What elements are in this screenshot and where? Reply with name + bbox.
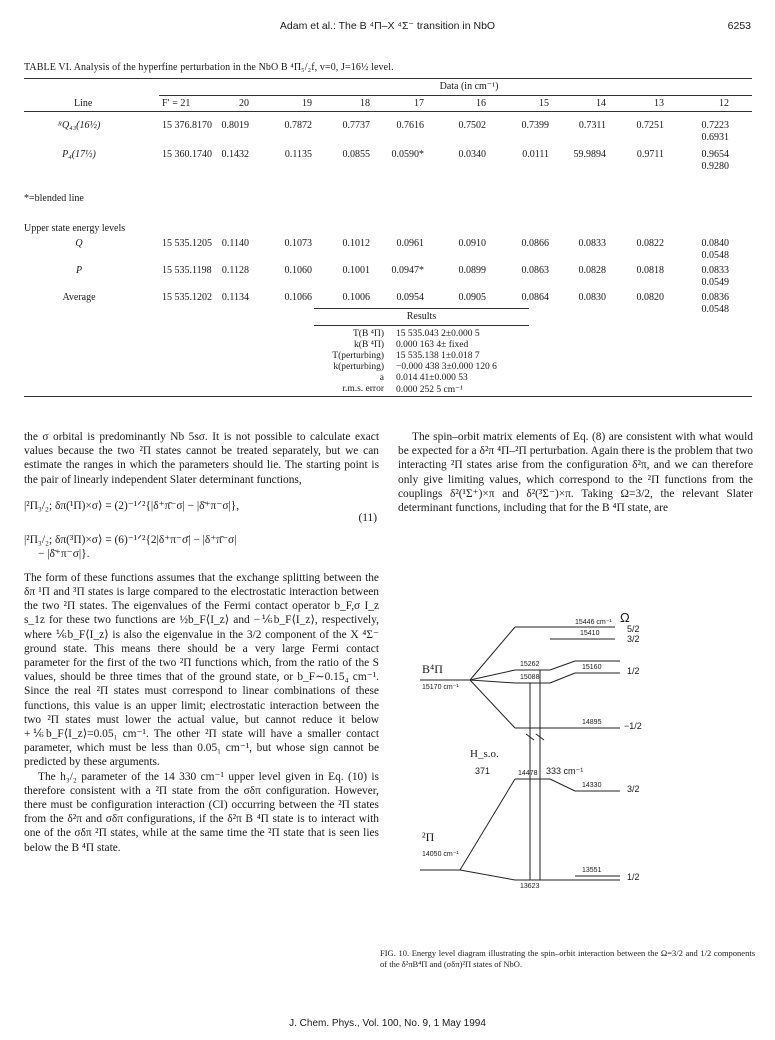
table-cell: 0.1140	[221, 238, 249, 249]
result-name: a	[379, 373, 384, 383]
table-cell: 0.0548	[701, 304, 729, 315]
table-cell: 0.0954	[396, 292, 424, 303]
fan-line	[460, 779, 515, 870]
table-cell: 15 376.8170	[162, 120, 212, 131]
upper-state-header: Upper state energy levels	[24, 223, 126, 234]
level-15410-label: 15410	[580, 630, 600, 637]
left-paragraph-1: the σ orbital is predominantly Nb 5sσ. It is not possible to calculate exact values because the two ²Π states cannot be treated separately, but we can estimate the ranges in which the parameters should lie. The starting point is the pair of linearly independent Slater determinant functions,	[24, 431, 379, 486]
table-header-f-value: 18	[360, 98, 370, 109]
table-header-line: Line	[74, 98, 93, 109]
level-14330-label: 14330	[582, 782, 602, 789]
omega-5-2: 5/2	[627, 624, 640, 634]
right-paragraph-1: The spin–orbit matrix elements of Eq. (8) are consistent with what would be expected for a δ²π ⁴Π–²Π perturbation. Again there is the problem that two interacting ²Π states arise from the configuration δ²π, and we can therefore only give limiting values, which correspond to the ²Π functions from the couplings δ²(¹Σ⁺)×π and δ²(³Σ⁻)×π. Taking Ω=3/2, the relevant Slater determinant functions, including that for the B ⁴Π state, are	[398, 431, 753, 515]
label-371: 371	[475, 766, 491, 776]
table-cell: 0.0833	[701, 265, 729, 276]
table-header-f-value: 15	[539, 98, 549, 109]
table-cell: 0.0961	[396, 238, 424, 249]
table-cell: 0.1001	[342, 265, 370, 276]
table-cell: 0.0828	[578, 265, 606, 276]
table-caption: TABLE VI. Analysis of the hyperfine perturbation in the NbO B ⁴Π₅/₂f, v=0, J=16½ level.	[24, 62, 394, 73]
result-name: T(B ⁴Π)	[352, 329, 384, 339]
omega-label: Ω	[620, 610, 630, 625]
table-cell: 0.7251	[636, 120, 664, 131]
equation-11b: |²Π₃/₂; δπ(³Π)×σ⟩ = (6)⁻¹ᐟ²{2|δ⁺π⁻σ̄| − |δ⁺π̄⁻σ|	[24, 533, 237, 546]
table-cell: 0.0822	[636, 238, 664, 249]
result-name: T(perturbing)	[332, 351, 384, 361]
table-cell: 15 535.1202	[162, 292, 212, 303]
result-name: k(B ⁴Π)	[354, 340, 384, 350]
table-cell: 0.0830	[578, 292, 606, 303]
table-cell: 0.9280	[701, 161, 729, 172]
table-cell: 0.0899	[458, 265, 486, 276]
fan-line	[550, 661, 575, 670]
fan-line	[460, 870, 515, 880]
omega-1-2-lower: 1/2	[627, 872, 640, 882]
result-value: 0.000 252 5 cm⁻¹	[396, 385, 463, 395]
table-cell: 0.0905	[458, 292, 486, 303]
table-cell: 0.8019	[221, 120, 249, 131]
diagram-lines	[420, 610, 760, 940]
table-cell: 0.0818	[636, 265, 664, 276]
table-cell: 0.6931	[701, 132, 729, 143]
level-15262-label: 15262	[520, 661, 540, 668]
table-header-f-value: 16	[476, 98, 486, 109]
omega-neg-1-2: −1/2	[624, 721, 642, 731]
table-cell: 0.0340	[458, 149, 486, 160]
b4pi-energy: 15170 cm⁻¹	[422, 684, 459, 691]
level-15446-label: 15446 cm⁻¹	[575, 619, 612, 626]
fan-line	[470, 680, 515, 683]
table-row-label: P	[75, 265, 83, 276]
table-cell: 0.0864	[521, 292, 549, 303]
table-cell: 0.0548	[701, 250, 729, 261]
result-name: r.m.s. error	[342, 384, 384, 394]
table-cell: 0.0833	[578, 238, 606, 249]
table-cell: 59.9894	[573, 149, 606, 160]
label-333: 333 cm⁻¹	[546, 766, 584, 776]
result-name: k(perturbing)	[333, 362, 384, 372]
table-header-f-value: 12	[719, 98, 729, 109]
running-title: Adam et al.: The B ⁴Π–X ⁴Σ⁻ transition in NbO	[279, 20, 496, 32]
level-13623-label: 13623	[520, 883, 540, 890]
omega-1-2: 1/2	[627, 666, 640, 676]
level-15160-label: 15160	[582, 664, 602, 671]
table-cell: 0.7311	[578, 120, 606, 131]
table-row-label: ᴿQ₄₃(16½)	[57, 120, 101, 131]
result-value: −0.000 438 3±0.000 120 6	[396, 362, 497, 372]
table-header-f-value: 20	[239, 98, 249, 109]
table-cell: 0.0836	[701, 292, 729, 303]
table-cell: 0.0111	[522, 149, 549, 160]
fan-line	[550, 779, 575, 791]
fan-line	[470, 627, 515, 680]
table-cell: 0.1432	[221, 149, 249, 160]
table-cell: 0.7399	[521, 120, 549, 131]
table-cell: 0.1066	[284, 292, 312, 303]
right-column	[398, 430, 753, 515]
figure-caption: FIG. 10. Energy level diagram illustrating the spin–orbit interaction between the Ω=3/2 and 1/2 components of the δ²πB⁴Π and (σδπ)²Π states of NbO.	[380, 948, 755, 969]
results-header: Results	[406, 311, 437, 322]
table-cell: 0.0855	[342, 149, 370, 160]
left-column	[24, 430, 379, 855]
table-cell: 15 535.1205	[162, 238, 212, 249]
level-14895-label: 14895	[582, 719, 602, 726]
level-15088-label: 15088	[520, 674, 540, 681]
table-cell: 0.9711	[636, 149, 664, 160]
table-cell: 0.1128	[221, 265, 249, 276]
table-cell: 0.7223	[701, 120, 729, 131]
result-value: 15 535.043 2±0.000 5	[396, 329, 480, 339]
equation-11a: |²Π₃/₂; δπ(¹Π)×σ⟩ = (2)⁻¹ᐟ²{|δ⁺π̄⁻σ| − |δ̄⁺π⁻σ|}, (11)	[24, 499, 377, 524]
table-cell: 15 360.1740	[162, 149, 212, 160]
table-cell: 0.0549	[701, 277, 729, 288]
fan-line	[550, 673, 575, 683]
table-header-f-value: 17	[414, 98, 424, 109]
table-cell: 0.1012	[342, 238, 370, 249]
table-cell: 0.0947*	[391, 265, 424, 276]
table-cell: 0.0590*	[391, 149, 424, 160]
page-number: 6253	[727, 20, 751, 32]
table-cell: 0.1006	[342, 292, 370, 303]
running-header	[24, 20, 751, 36]
table-cell: 0.0910	[458, 238, 486, 249]
table-cell: 0.1073	[284, 238, 312, 249]
result-value: 15 535.138 1±0.018 7	[396, 351, 480, 361]
b4pi-label: B⁴Π	[422, 662, 443, 676]
table-cell: 0.1060	[284, 265, 312, 276]
table-cell: 0.0863	[521, 265, 549, 276]
equation-number: (11)	[358, 511, 377, 524]
table-cell: 15 535.1198	[162, 265, 212, 276]
left-paragraph-2: The form of these functions assumes that the exchange splitting between the δπ ¹Π and ³Π states is large compared to the electrostatic interaction between the two ²Π states. The eigenvalues of the Fermi contact operator b_F,σ I_z s_1z for these two functions are ½b_F⟨I_z⟩ and −⅙b_F⟨I_z⟩, respectively, where ⅙b_F⟨I_z⟩ is also the eigenvalue in the 3/2 component of the X ⁴Σ⁻ ground state. This means there should be a very large Fermi contact parameter for the first of the two ²Π functions which, from the ratio of the S values, should be three times that of the ground state, or b_F∼0.15₄ cm⁻¹. Since the real ²Π states must correspond to linear combinations of these functions, this value is an upper limit; electrostatic interaction between the two ²Π states must lower the actual value, but cannot reduce it below +⅙b_F⟨I_z⟩=0.05₁ cm⁻¹. The other ²Π state will have a smaller contact parameter, which must be less than 0.05₁ cm⁻¹, but whose sign cannot be predicted by these arguments.	[24, 571, 379, 769]
result-value: 0.014 41±0.000 53	[396, 373, 468, 383]
blended-note: *=blended line	[24, 193, 84, 204]
level-14478-label: 14478	[518, 770, 538, 777]
table-cell: 0.7502	[458, 120, 486, 131]
table-data-header: Data (in cm⁻¹)	[439, 81, 499, 92]
data-table	[24, 78, 752, 398]
journal-footer: J. Chem. Phys., Vol. 100, No. 9, 1 May 1994	[289, 1018, 486, 1029]
left-paragraph-3: The h₃/₂ parameter of the 14 330 cm⁻¹ upper level given in Eq. (10) is therefore consistent with a ²Π state from the σδπ configuration. However, there must be configuration interaction (CI) occurring between the ²Π states from the δ²π and σδπ configurations, if the δ²π B ⁴Π state is to interact with one of the σδπ ²Π states, while at the same time the ²Π state that is seen lies below the B ⁴Π state.	[24, 770, 379, 854]
equation-11c: − |δ̄⁺π⁻σ|}.	[38, 547, 90, 560]
table-cell: 0.1134	[221, 292, 249, 303]
omega-3-2-lower: 3/2	[627, 784, 640, 794]
fan-line	[470, 680, 515, 728]
table-cell: 0.7616	[396, 120, 424, 131]
table-row-label: Q	[75, 238, 83, 249]
table-header-f-value: 13	[654, 98, 664, 109]
table-cell: 0.7872	[284, 120, 312, 131]
table-row-label: P₄(17½)	[62, 149, 96, 160]
table-cell: 0.9654	[701, 149, 729, 160]
level-13551-label: 13551	[582, 867, 602, 874]
table-header-f-value: 14	[596, 98, 606, 109]
energy-level-diagram	[420, 610, 760, 940]
table-cell: 0.1135	[284, 149, 312, 160]
table-cell: 0.0866	[521, 238, 549, 249]
table-row-label: Average	[62, 292, 96, 303]
table-cell: 0.0820	[636, 292, 664, 303]
table-header-f-value: 19	[302, 98, 312, 109]
table-header-f: F′ = 21	[162, 98, 191, 109]
hso-label: H_s.o.	[470, 748, 499, 760]
pi2-energy: 14050 cm⁻¹	[422, 851, 459, 858]
pi2-label: ²Π	[422, 830, 435, 844]
table-cell: 0.7737	[342, 120, 370, 131]
table-cell: 0.0840	[701, 238, 729, 249]
result-value: 0.000 163 4± fixed	[396, 340, 469, 350]
omega-3-2: 3/2	[627, 634, 640, 644]
